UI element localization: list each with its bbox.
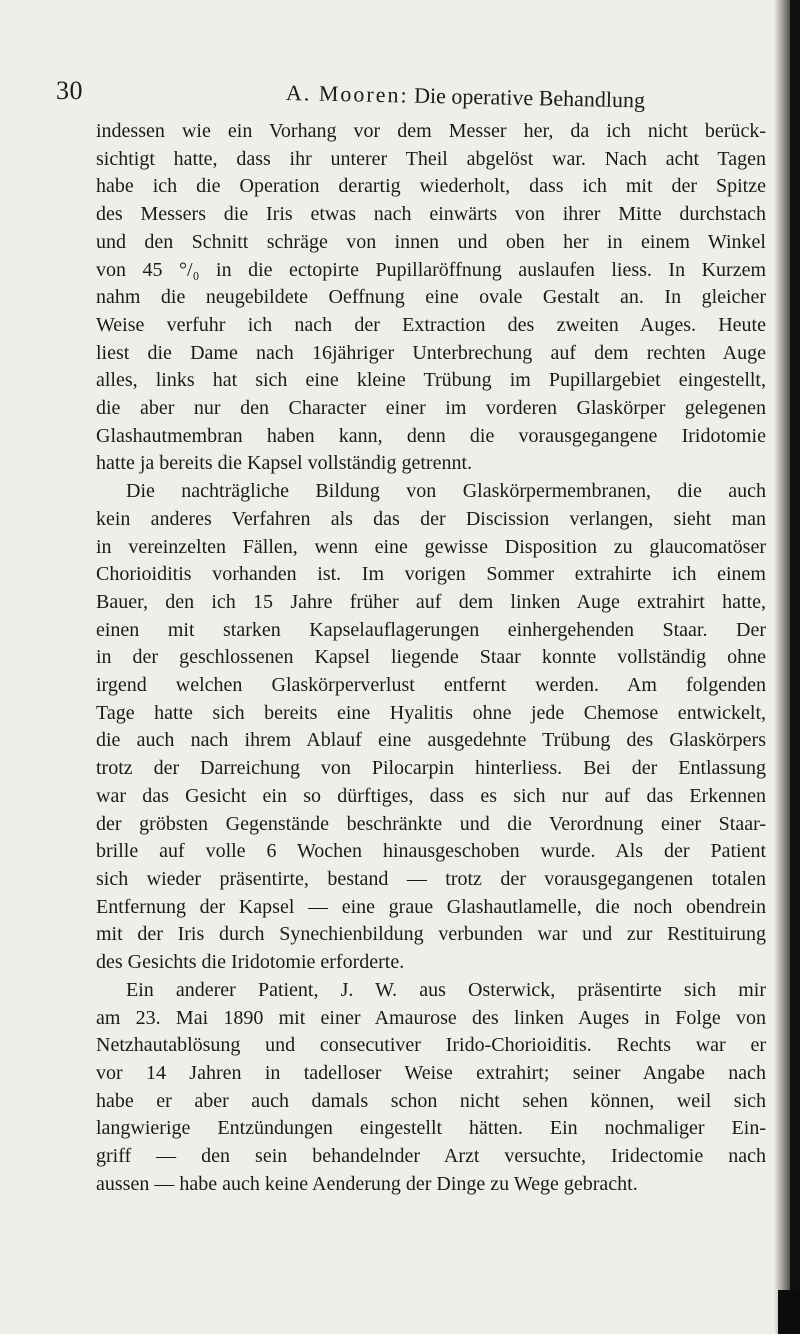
running-header [56,76,776,112]
text-line: Die nachträgliche Bildung von Glaskörpermembranen, die auch [126,480,766,503]
text-line: am 23. Mai 1890 mit einer Amaurose des linken Auges in Folge von [96,1006,766,1029]
text-line: mit der Iris durch Synechienbildung verbunden war und zur Restituirung [96,923,766,946]
text-line: griff — den sein behandelnder Arzt versuchte, Iridectomie nach [96,1145,766,1168]
text-line: Weise verfuhr ich nach der Extraction des zweiten Auges. Heute [96,313,766,336]
body-text [96,118,766,1198]
text-line: nahm die neugebildete Oeffnung eine ovale Gestalt an. In gleicher [96,286,766,309]
text-line: irgend welchen Glaskörperverlust entfernt werden. Am folgenden [96,674,766,697]
text-line: Tage hatte sich bereits eine Hyalitis ohne jede Chemose entwickelt, [96,701,766,724]
text-line: aussen — habe auch keine Aenderung der Dinge zu Wege gebracht. [96,1172,638,1195]
text-line: habe er aber auch damals schon nicht sehen können, weil sich [96,1089,766,1112]
text-line: einen mit starken Kapselauflagerungen einhergehenden Staar. Der [96,618,766,641]
text-line: in vereinzelten Fällen, wenn eine gewisse Disposition zu glaucomatöser [96,535,766,558]
text-line: Netzhautablösung und consecutiver Irido-Chorioiditis. Rechts war er [96,1034,766,1057]
text-line: liest die Dame nach 16jähriger Unterbrechung auf dem rechten Auge [96,341,766,364]
paragraph-1 [96,118,766,478]
text-line: hatte ja bereits die Kapsel vollständig getrennt. [96,452,472,475]
text-line: Glashautmembran haben kann, denn die vorausgegangene Iridotomie [96,424,766,447]
text-line: Entfernung der Kapsel — eine graue Glashautlamelle, die noch obendrein [96,895,766,918]
text-line: trotz der Darreichung von Pilocarpin hinterliess. Bei der Entlassung [96,757,766,780]
paragraph-3 [96,977,766,1199]
text-line: und den Schnitt schräge von innen und oben her in einem Winkel [96,230,766,253]
text-line: Bauer, den ich 15 Jahre früher auf dem linken Auge extrahirt hatte, [96,590,766,613]
page-corner-shadow [778,1290,800,1334]
text-line: war das Gesicht ein so dürftiges, dass es sich nur auf das Erkennen [96,784,766,807]
text-line: des Messers die Iris etwas nach einwärts von ihrer Mitte durchstach [96,203,766,226]
text-line: kein anderes Verfahren als das der Discission verlangen, sieht man [96,507,766,530]
text-line: der gröbsten Gegenstände beschränkte und die Verordnung einer Staar- [96,812,766,835]
text-line: brille auf volle 6 Wochen hinausgeschoben wurde. Als der Patient [96,840,766,863]
text-line: Chorioiditis vorhanden ist. Im vorigen Sommer extrahirte ich einem [96,563,766,586]
text-line: die aber nur den Character einer im vorderen Glaskörper gelegenen [96,397,766,420]
page-number: 30 [56,76,83,105]
text-line: indessen wie ein Vorhang vor dem Messer her, da ich nicht berück- [96,120,766,142]
text-line: langwierige Entzündungen eingestellt hätten. Ein nochmaliger Ein- [96,1117,766,1140]
text-line: sich wieder präsentirte, bestand — trotz der vorausgegangenen totalen [96,867,766,890]
text-line: Ein anderer Patient, J. W. aus Osterwick, präsentirte sich mir [126,978,766,1001]
header-author: A. Mooren: [285,80,409,108]
page-binding-edge [790,0,800,1334]
text-line: vor 14 Jahren in tadelloser Weise extrahirt; seiner Angabe nach [96,1061,766,1084]
text-line: sichtigt hatte, dass ihr unterer Theil abgelöst war. Nach acht Tagen [96,147,766,170]
header-chapter-title: Die operative Behandlung [413,82,646,113]
text-line: in der geschlossenen Kapsel liegende Staar konnte vollständig ohne [96,646,766,669]
text-line: des Gesichts die Iridotomie erforderte. [96,951,405,974]
paragraph-2 [96,478,766,977]
text-line: habe ich die Operation derartig wiederholt, dass ich mit der Spitze [96,175,766,198]
text-line: alles, links hat sich eine kleine Trübung im Pupillargebiet eingestellt, [96,369,766,392]
text-line: von 45 °/₀ in die ectopirte Pupillaröffnung auslaufen liess. In Kurzem [96,258,766,281]
header-title [286,80,646,114]
text-line: die auch nach ihrem Ablauf eine ausgedehnte Trübung des Glaskörpers [96,729,766,752]
